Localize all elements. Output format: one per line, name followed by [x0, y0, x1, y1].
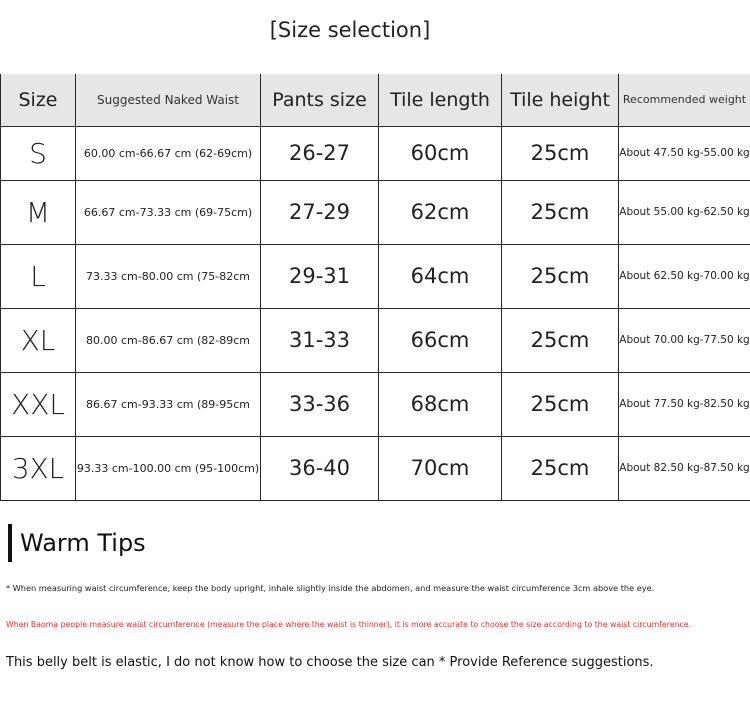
table-row [1, 372, 750, 436]
tile-length-cell: 68cm [379, 372, 502, 436]
weight-cell: About 77.50 kg-82.50 kg [619, 372, 750, 436]
header-recommended-weight: Recommended weight [619, 74, 750, 126]
tile-length-cell: 70cm [379, 436, 502, 500]
waist-cell: 66.67 cm-73.33 cm (69-75cm) [76, 180, 261, 244]
tip-measuring: * When measuring waist circumference, keep the body upright, inhale slightly inside the abdomen, and measure the waist circumference 3cm above the eye. [6, 583, 655, 593]
tile-height-cell: 25cm [502, 180, 619, 244]
warm-tips-heading: Warm Tips [8, 524, 146, 562]
size-cell: M [1, 180, 76, 244]
size-cell: L [1, 244, 76, 308]
weight-cell: About 62.50 kg-70.00 kg [619, 244, 750, 308]
waist-cell: 73.33 cm-80.00 cm (75-82cm [76, 244, 261, 308]
tip-elastic: This belly belt is elastic, I do not know how to choose the size can * Provide Reference suggestions. [6, 655, 654, 670]
pants-size-cell: 27-29 [261, 180, 379, 244]
tile-length-cell: 64cm [379, 244, 502, 308]
table-row [1, 180, 750, 244]
size-cell: 3XL [1, 436, 76, 500]
waist-cell: 60.00 cm-66.67 cm (62-69cm) [76, 126, 261, 180]
table-row [1, 308, 750, 372]
size-cell: XXL [1, 372, 76, 436]
weight-cell: About 82.50 kg-87.50 kg [619, 436, 750, 500]
size-cell: S [1, 126, 76, 180]
tile-height-cell: 25cm [502, 244, 619, 308]
header-tile-length: Tile length [379, 74, 502, 126]
table-row [1, 436, 750, 500]
header-tile-height: Tile height [502, 74, 619, 126]
pants-size-cell: 33-36 [261, 372, 379, 436]
tile-height-cell: 25cm [502, 436, 619, 500]
weight-cell: About 70.00 kg-77.50 kg [619, 308, 750, 372]
pants-size-cell: 29-31 [261, 244, 379, 308]
size-table [0, 74, 750, 501]
waist-cell: 93.33 cm-100.00 cm (95-100cm) [76, 436, 261, 500]
tile-length-cell: 62cm [379, 180, 502, 244]
header-waist: Suggested Naked Waist [76, 74, 261, 126]
waist-cell: 86.67 cm-93.33 cm (89-95cm [76, 372, 261, 436]
pants-size-cell: 36-40 [261, 436, 379, 500]
tile-length-cell: 60cm [379, 126, 502, 180]
page-title: [Size selection] [269, 18, 431, 42]
pants-size-cell: 31-33 [261, 308, 379, 372]
table-header-row [1, 74, 750, 126]
weight-cell: About 47.50 kg-55.00 kg [619, 126, 750, 180]
table-row [1, 126, 750, 180]
tile-height-cell: 25cm [502, 372, 619, 436]
weight-cell: About 55.00 kg-62.50 kg [619, 180, 750, 244]
size-cell: XL [1, 308, 76, 372]
tip-warning: When Baoma people measure waist circumference (measure the place where the waist is thinner), it is more accurate to choose the size according to the waist circumference. [6, 620, 692, 629]
header-size: Size [1, 74, 76, 126]
waist-cell: 80.00 cm-86.67 cm (82-89cm [76, 308, 261, 372]
header-pants-size: Pants size [261, 74, 379, 126]
tile-height-cell: 25cm [502, 308, 619, 372]
table-row [1, 244, 750, 308]
tile-height-cell: 25cm [502, 126, 619, 180]
tile-length-cell: 66cm [379, 308, 502, 372]
pants-size-cell: 26-27 [261, 126, 379, 180]
